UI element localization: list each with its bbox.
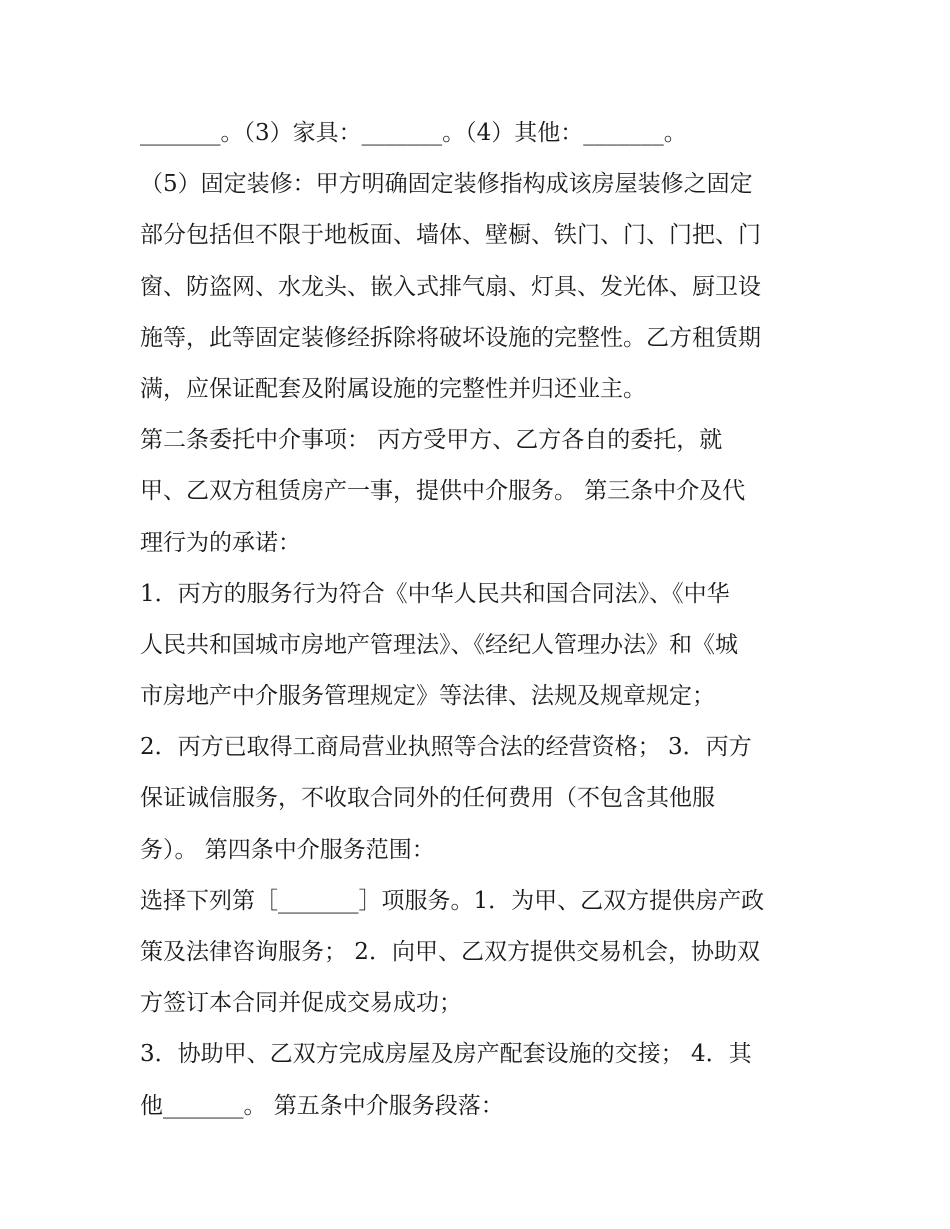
document-body <box>140 108 830 1132</box>
text-line: （5）固定装修：甲方明确固定装修指构成该房屋装修之固定 <box>140 171 753 198</box>
text-line: 部分包括但不限于地板面、墙体、壁橱、铁门、门、门把、门 <box>140 222 761 249</box>
text-line: 选择下列第［_______］项服务。1．为甲、乙双方提供房产政 <box>140 887 765 914</box>
text-line: 理行为的承诺： <box>140 529 301 556</box>
text-line: 施等，此等固定装修经拆除将破坏设施的完整性。乙方租赁期 <box>140 324 761 351</box>
text-line: 2．丙方已取得工商局营业执照等合法的经营资格； 3．丙方 <box>140 734 752 761</box>
text-line: 窗、防盗网、水龙头、嵌入式排气扇、灯具、发光体、厨卫设 <box>140 273 761 300</box>
text-line: 人民共和国城市房地产管理法》、《经纪人管理办法》和《城 <box>140 631 738 658</box>
text-line: 第二条委托中介事项： 丙方受甲方、乙方各自的委托，就 <box>140 427 723 454</box>
text-line: 他_______。 第五条中介服务段落： <box>140 1092 504 1119</box>
text-line: 市房地产中介服务管理规定》等法律、法规及规章规定； <box>140 683 715 710</box>
text-line: 甲、乙双方租赁房产一事，提供中介服务。 第三条中介及代 <box>140 478 746 505</box>
text-line: 满，应保证配套及附属设施的完整性并归还业主。 <box>140 375 646 402</box>
text-line: 保证诚信服务，不收取合同外的任何费用（不包含其他服 <box>140 785 715 812</box>
text-line: 方签订本合同并促成交易成功； <box>140 990 462 1017</box>
text-line: 策及法律咨询服务； 2．向甲、乙双方提供交易机会，协助双 <box>140 939 760 965</box>
text-line: 3．协助甲、乙双方完成房屋及房产配套设施的交接； 4．其 <box>140 1041 752 1068</box>
text-line: 1．丙方的服务行为符合《中华人民共和国合同法》、《中华 <box>140 580 730 607</box>
text-line: 务）。 第四条中介服务范围： <box>140 836 435 863</box>
text-line: _______。（3）家具：_______。（4）其他：_______。 <box>140 120 687 146</box>
